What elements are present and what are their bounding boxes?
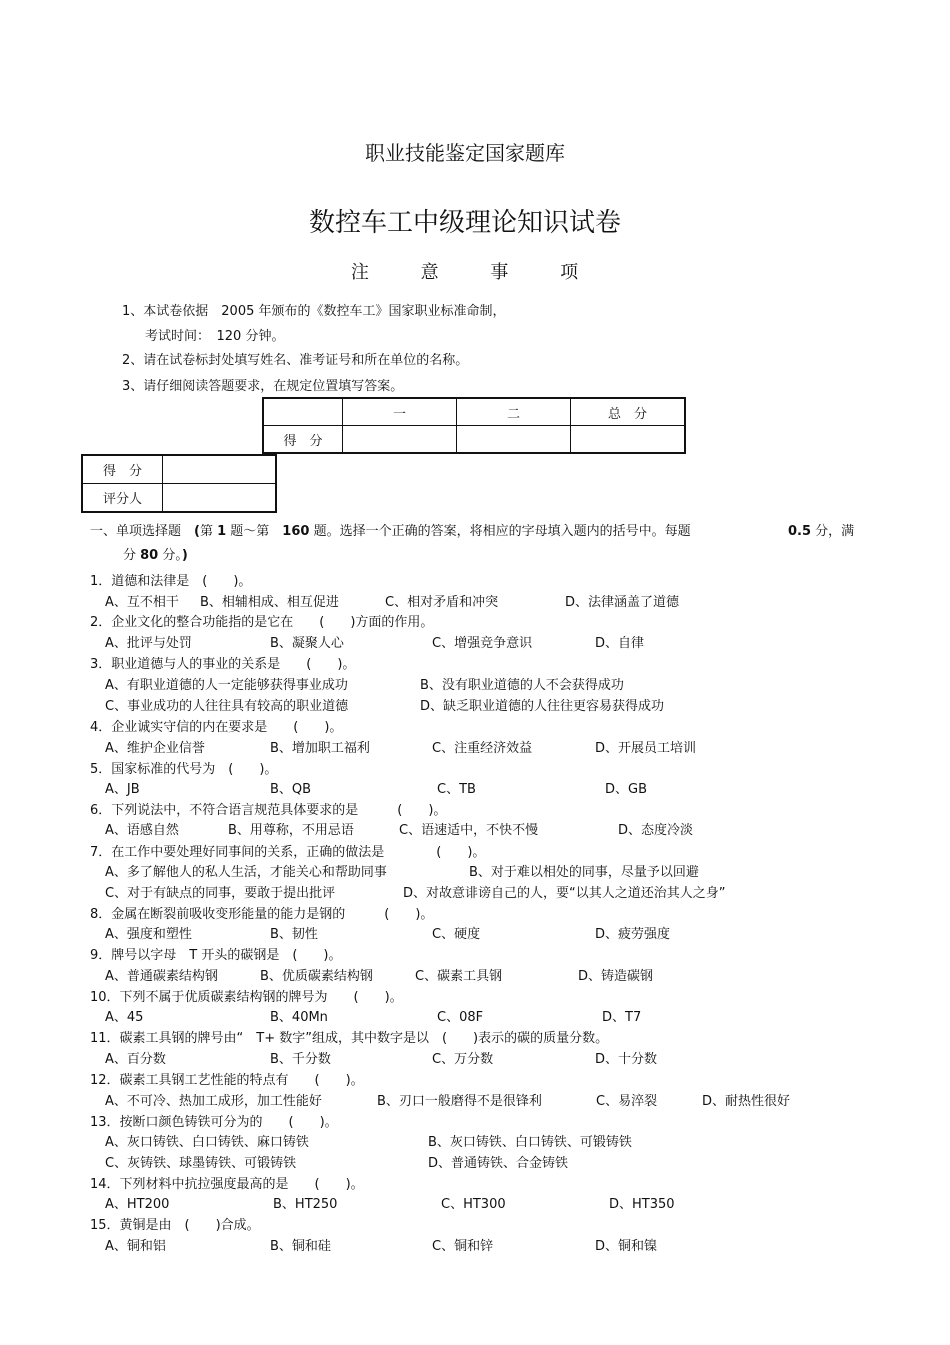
answer-option: C、铜和锌: [432, 1239, 494, 1254]
question-stem: 1．道德和法律是 ( )。: [90, 574, 252, 589]
score-cell[interactable]: [457, 426, 571, 454]
notice-heading: [0, 258, 930, 284]
question-stem: 10．下列不属于优质碳素结构钢的牌号为 ( )。: [90, 990, 403, 1005]
answer-option: B、QB: [270, 782, 312, 797]
section-text: 题。选择一个正确的答案，将相应的字母填入题内的括号中。每题: [309, 524, 691, 539]
answer-option: B、对于难以相处的同事，尽量予以回避: [469, 865, 699, 880]
score-header-cell: 一: [343, 398, 457, 426]
score-cell[interactable]: [343, 426, 457, 454]
answer-option: C、碳素工具钢: [415, 969, 503, 984]
section-text: 第: [199, 524, 218, 539]
score-table: [262, 397, 686, 454]
answer-option: B、40Mn: [270, 1010, 328, 1025]
answer-option: D、对故意诽谤自己的人，要“以其人之道还治其人之身”: [403, 886, 726, 901]
answer-option: C、TB: [437, 782, 476, 797]
grader-cell[interactable]: [163, 455, 277, 484]
answer-option: C、灰铸铁、球墨铸铁、可锻铸铁: [105, 1156, 297, 1171]
grader-cell[interactable]: [163, 484, 277, 513]
total-points: 80: [140, 548, 159, 563]
answer-option: B、相辅相成、相互促进: [200, 595, 339, 610]
answer-option: D、HT350: [609, 1197, 675, 1212]
answer-option: D、缺乏职业道德的人往往更容易获得成功: [420, 699, 665, 714]
answer-option: A、互不相干: [105, 595, 179, 610]
section-text: 分: [123, 548, 141, 563]
answer-option: B、灰口铸铁、白口铸铁、可锻铸铁: [428, 1135, 632, 1150]
notice-char: 项: [560, 262, 580, 283]
section-text: 分，满: [811, 524, 855, 539]
grader-row-label: 得 分: [82, 455, 163, 484]
note-3: 3、请仔细阅读答题要求，在规定位置填写答案。: [122, 379, 404, 394]
answer-option: B、刃口一般磨得不是很锋利: [377, 1094, 542, 1109]
answer-option: B、HT250: [273, 1197, 338, 1212]
question-stem: 7．在工作中要处理好同事间的关系，正确的做法是 ( )。: [90, 845, 486, 860]
question-stem: 11．碳素工具钢的牌号由“ T+ 数字”组成，其中数字是以 ( )表示的碳的质量分数。: [90, 1031, 609, 1046]
question-stem: 4．企业诚实守信的内在要求是 ( )。: [90, 720, 343, 735]
answer-option: C、硬度: [432, 927, 481, 942]
answer-option: A、批评与处罚: [105, 636, 192, 651]
notice-char: 事: [490, 262, 510, 283]
answer-option: C、相对矛盾和冲突: [385, 595, 499, 610]
answer-option: A、不可冷、热加工成形，加工性能好: [105, 1094, 322, 1109]
note-1: 1、本试卷依据 2005 年颁布的《数控车工》国家职业标准命制，: [122, 304, 506, 319]
answer-option: B、千分数: [270, 1052, 331, 1067]
score-header-cell: 总 分: [571, 398, 686, 426]
answer-option: D、T7: [602, 1010, 642, 1025]
grader-row-label: 评分人: [82, 484, 163, 513]
answer-option: A、多了解他人的私人生活，才能关心和帮助同事: [105, 865, 387, 880]
section-total: [123, 544, 188, 563]
question-stem: 6．下列说法中，不符合语言规范具体要求的是 ( )。: [90, 803, 447, 818]
score-header-cell: [263, 398, 343, 426]
score-header-cell: 二: [457, 398, 571, 426]
answer-option: A、维护企业信誉: [105, 741, 205, 756]
answer-option: D、铸造碳钢: [578, 969, 654, 984]
question-stem: 9．牌号以字母 T 开头的碳钢是 ( )。: [90, 948, 342, 963]
section-text: 题～第: [226, 524, 283, 539]
section-text: 分。: [158, 548, 182, 563]
last-question-number: 160: [282, 524, 310, 539]
question-stem: 2．企业文化的整合功能指的是它在 ( )方面的作用。: [90, 615, 434, 630]
answer-option: C、万分数: [432, 1052, 494, 1067]
exam-title: 数控车工中级理论知识试卷: [308, 208, 621, 238]
answer-option: A、JB: [105, 782, 140, 797]
answer-option: B、韧性: [270, 927, 318, 942]
score-row-label: 得 分: [263, 426, 343, 454]
question-stem: 15．黄铜是由 ( )合成。: [90, 1218, 260, 1233]
notice-char: 意: [420, 262, 440, 283]
answer-option: A、强度和塑性: [105, 927, 192, 942]
notice-char: 注: [350, 262, 370, 283]
answer-option: C、事业成功的人往往具有较高的职业道德: [105, 699, 349, 714]
first-question-number: 1: [217, 524, 227, 539]
question-stem: 3．职业道德与人的事业的关系是 ( )。: [90, 657, 356, 672]
answer-option: C、语速适中，不快不慢: [399, 823, 539, 838]
answer-option: C、易淬裂: [596, 1094, 658, 1109]
answer-option: A、语感自然: [105, 823, 179, 838]
answer-option: C、注重经济效益: [432, 741, 533, 756]
note-2: 2、请在试卷标封处填写姓名、准考证号和所在单位的名称。: [122, 353, 469, 368]
answer-option: D、GB: [605, 782, 648, 797]
answer-option: A、铜和铝: [105, 1239, 166, 1254]
question-stem: 12．碳素工具钢工艺性能的特点有 ( )。: [90, 1073, 364, 1088]
answer-option: B、没有职业道德的人不会获得成功: [420, 678, 624, 693]
answer-option: D、态度冷淡: [618, 823, 694, 838]
question-stem: 8．金属在断裂前吸收变形能量的能力是钢的 ( )。: [90, 907, 434, 922]
question-stem: 13．按断口颜色铸铁可分为的 ( )。: [90, 1115, 338, 1130]
answer-option: A、灰口铸铁、白口铸铁、麻口铸铁: [105, 1135, 309, 1150]
answer-option: B、增加职工福利: [270, 741, 370, 756]
answer-option: A、45: [105, 1010, 144, 1025]
answer-option: C、增强竞争意识: [432, 636, 533, 651]
question-stem: 14．下列材料中抗拉强度最高的是 ( )。: [90, 1177, 364, 1192]
answer-option: D、普通铸铁、合金铸铁: [428, 1156, 569, 1171]
answer-option: B、铜和硅: [270, 1239, 331, 1254]
answer-option: C、HT300: [441, 1197, 506, 1212]
answer-option: D、耐热性很好: [702, 1094, 791, 1109]
paren: (: [194, 524, 200, 539]
answer-option: D、自律: [595, 636, 645, 651]
question-stem: 5．国家标准的代号为 ( )。: [90, 762, 278, 777]
answer-option: A、普通碳素结构钢: [105, 969, 218, 984]
answer-option: B、凝聚人心: [270, 636, 344, 651]
exam-bank-subtitle: 职业技能鉴定国家题库: [365, 141, 565, 165]
note-1-time: 考试时间： 120 分钟。: [145, 329, 285, 344]
answer-option: B、优质碳素结构钢: [260, 969, 373, 984]
answer-option: A、百分数: [105, 1052, 166, 1067]
answer-option: C、08F: [437, 1010, 484, 1025]
grader-table: [81, 454, 277, 513]
points-each: 0.5: [788, 524, 812, 539]
answer-option: A、有职业道德的人一定能够获得事业成功: [105, 678, 348, 693]
answer-option: D、开展员工培训: [595, 741, 697, 756]
score-cell[interactable]: [571, 426, 686, 454]
answer-option: D、疲劳强度: [595, 927, 671, 942]
section-instructions: [90, 520, 691, 539]
answer-option: D、十分数: [595, 1052, 658, 1067]
section-prefix: 一、单项选择题: [90, 524, 195, 539]
answer-option: C、对于有缺点的同事，要敢于提出批评: [105, 886, 336, 901]
section-points: [788, 520, 854, 539]
answer-option: B、用尊称，不用忌语: [228, 823, 354, 838]
answer-option: D、铜和镍: [595, 1239, 658, 1254]
answer-option: D、法律涵盖了道德: [565, 595, 680, 610]
paren: ): [181, 548, 188, 563]
answer-option: A、HT200: [105, 1197, 170, 1212]
